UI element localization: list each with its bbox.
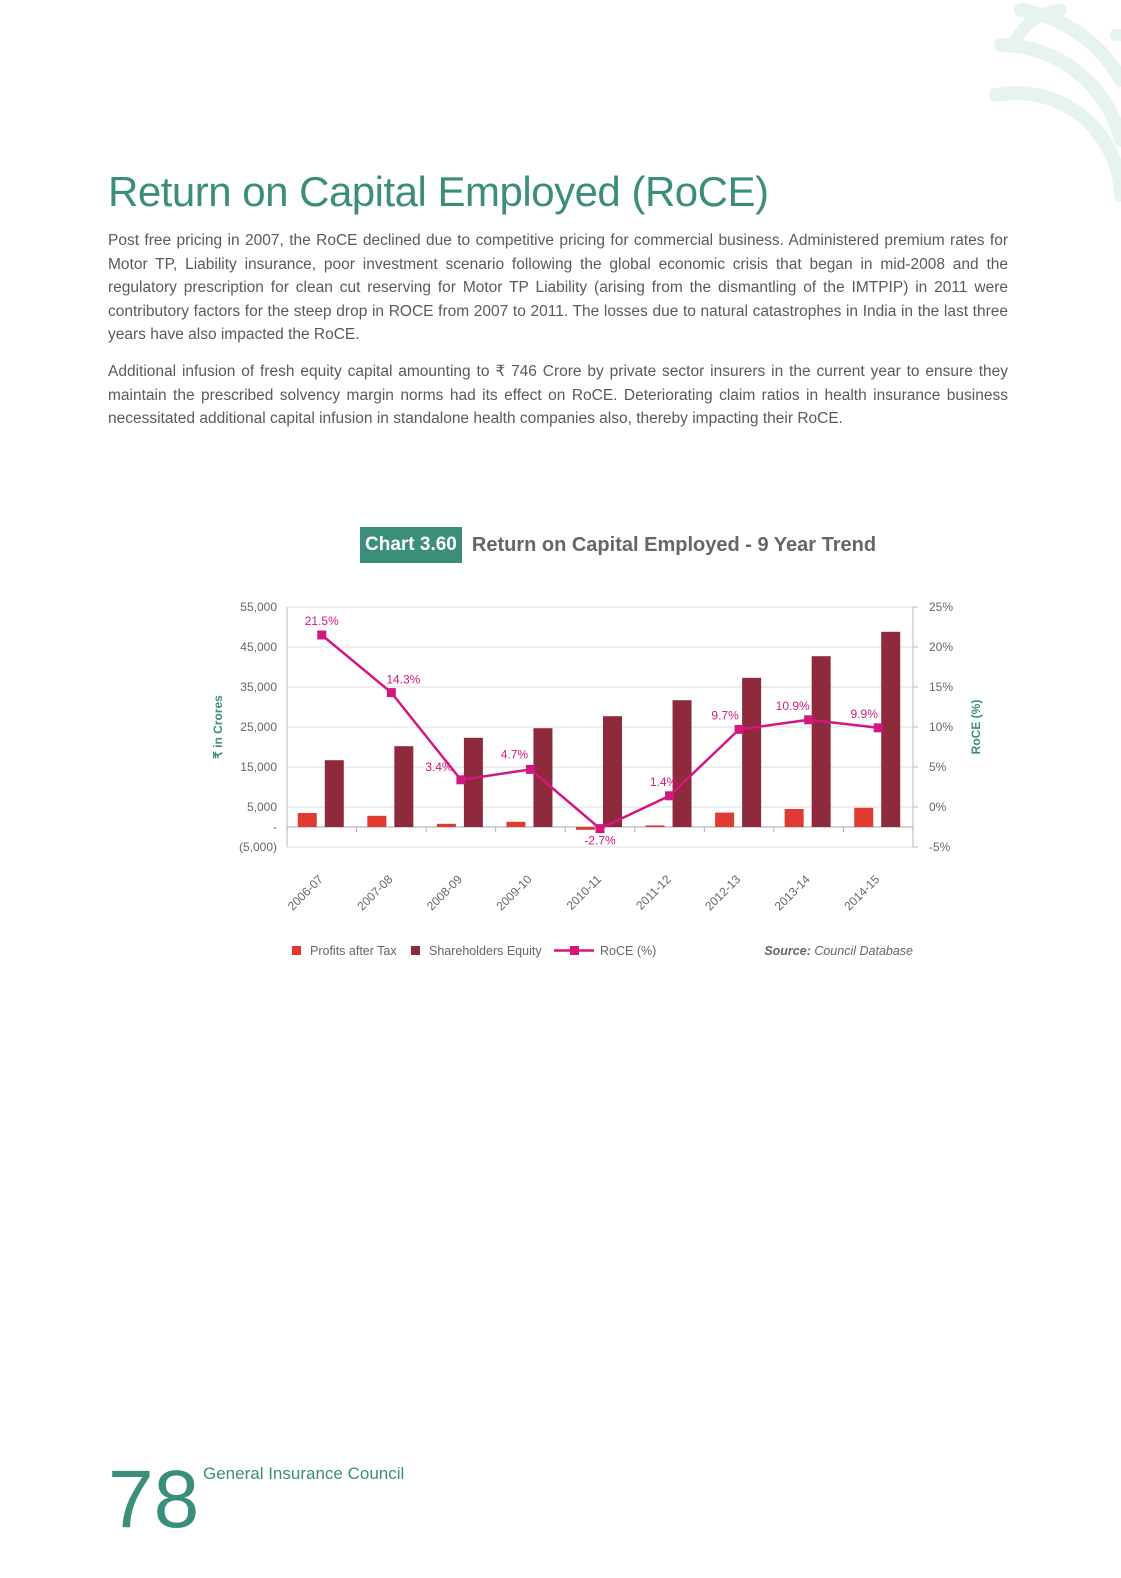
bar-profits-after-tax (506, 822, 525, 827)
bar-shareholders-equity (742, 678, 761, 827)
footer-label: General Insurance Council (203, 1464, 405, 1483)
roce-point (317, 631, 326, 640)
bar-shareholders-equity (881, 632, 900, 827)
chart-name: Return on Capital Employed - 9 Year Trend (471, 533, 877, 556)
bar-shareholders-equity (673, 700, 692, 827)
y-right-tick-label: 5% (929, 760, 947, 774)
y-left-tick-label: 15,000 (240, 760, 277, 774)
bar-profits-after-tax (576, 827, 595, 830)
body-paragraph-1: Post free pricing in 2007, the RoCE declined due to competitive pricing for commercial business. Administered premium rates for Motor TP, Liability insurance, poor investment scenario following the global economic crisis that began in mid-2008 and the regulatory prescription for clean cut reserving for Motor TP Liability (arising from the dismantling of the IMTPIP) in 2011 were contributory factors for the steep drop in ROCE from 2007 to 2011. The losses due to natural catastrophes in India in the last three years have also impacted the RoCE. (108, 232, 1008, 343)
body-paragraph-2: Additional infusion of fresh equity capital amounting to ₹ 746 Crore by private sector insurers in the current year to ensure they maintain the prescribed solvency margin norms had its effect on RoCE. Deteriorating claim ratios in health insurance business necessitated additional capital infusion in standalone health companies also, thereby impacting their RoCE. (108, 363, 1008, 427)
bar-shareholders-equity (394, 746, 413, 827)
y-left-tick-label: 25,000 (240, 720, 277, 734)
x-tick-label: 2006-07 (284, 872, 326, 914)
bar-profits-after-tax (367, 816, 386, 827)
y-left-tick-label: (5,000) (238, 840, 277, 854)
y-right-tick-label: 10% (929, 720, 954, 734)
roce-point (387, 688, 396, 697)
y-right-tick-label: 15% (929, 680, 954, 694)
x-tick-label: 2008-09 (423, 872, 466, 914)
legend-label-roce: RoCE (%) (600, 944, 657, 958)
page-title: Return on Capital Employed (RoCE) (108, 168, 769, 215)
bar-shareholders-equity (603, 716, 622, 827)
y-left-tick-label: 35,000 (240, 680, 277, 694)
roce-chart (200, 590, 983, 980)
y-left-axis-title: ₹ in Crores (211, 695, 225, 759)
y-left-tick-label: - (273, 820, 277, 834)
roce-point (874, 723, 883, 732)
roce-data-label: 1.4% (649, 774, 678, 789)
y-right-axis-title: RoCE (%) (969, 699, 983, 755)
bar-shareholders-equity (325, 760, 344, 827)
bar-profits-after-tax (298, 813, 317, 827)
bar-profits-after-tax (715, 813, 734, 827)
roce-point (456, 775, 465, 784)
page-number: 78 (108, 1454, 200, 1545)
x-tick-label: 2007-08 (354, 872, 396, 914)
x-tick-label: 2012-13 (702, 872, 744, 914)
roce-point (735, 725, 744, 734)
roce-data-label: 10.9% (775, 698, 810, 713)
bar-profits-after-tax (854, 808, 873, 827)
roce-point (665, 791, 674, 800)
roce-data-label: 21.5% (304, 614, 339, 628)
y-left-tick-label: 55,000 (240, 600, 277, 614)
legend-label-profits: Profits after Tax (310, 944, 397, 958)
roce-point (526, 765, 535, 774)
roce-data-label: 9.7% (711, 708, 739, 723)
roce-data-label: 4.7% (500, 747, 529, 762)
y-right-tick-label: 25% (929, 600, 954, 614)
bar-profits-after-tax (437, 824, 456, 827)
legend-swatch-equity (411, 946, 420, 955)
y-left-tick-label: 45,000 (240, 640, 277, 654)
bar-shareholders-equity (464, 738, 483, 827)
roce-data-label: 9.9% (850, 706, 878, 721)
legend-marker-roce (570, 946, 579, 955)
bar-shareholders-equity (812, 656, 831, 827)
y-right-tick-label: 20% (929, 640, 954, 654)
source-text: Council Database (814, 944, 913, 958)
y-right-tick-label: 0% (929, 800, 947, 814)
bar-profits-after-tax (785, 809, 804, 827)
roce-point (804, 715, 813, 724)
bar-shareholders-equity (533, 728, 552, 827)
roce-point (596, 824, 605, 833)
y-left-tick-label: 5,000 (246, 800, 277, 814)
legend-label-equity: Shareholders Equity (429, 944, 542, 958)
legend-swatch-profits (292, 946, 301, 955)
x-tick-label: 2010-11 (563, 872, 605, 913)
source-note (764, 944, 913, 958)
x-tick-label: 2011-12 (633, 872, 674, 913)
x-tick-label: 2014-15 (841, 872, 883, 914)
x-tick-label: 2013-14 (771, 872, 813, 914)
roce-data-label: -2.7% (584, 833, 616, 848)
y-right-tick-label: -5% (929, 840, 951, 854)
decorative-arcs (901, 0, 1121, 240)
chart-heading (360, 527, 876, 563)
roce-data-label: 3.4% (425, 759, 453, 774)
bar-profits-after-tax (646, 825, 665, 827)
roce-data-label: 14.3% (386, 672, 421, 687)
chart-number-tag: Chart 3.60 (360, 527, 462, 563)
source-label: Source: (764, 944, 815, 958)
x-tick-label: 2009-10 (493, 872, 535, 914)
